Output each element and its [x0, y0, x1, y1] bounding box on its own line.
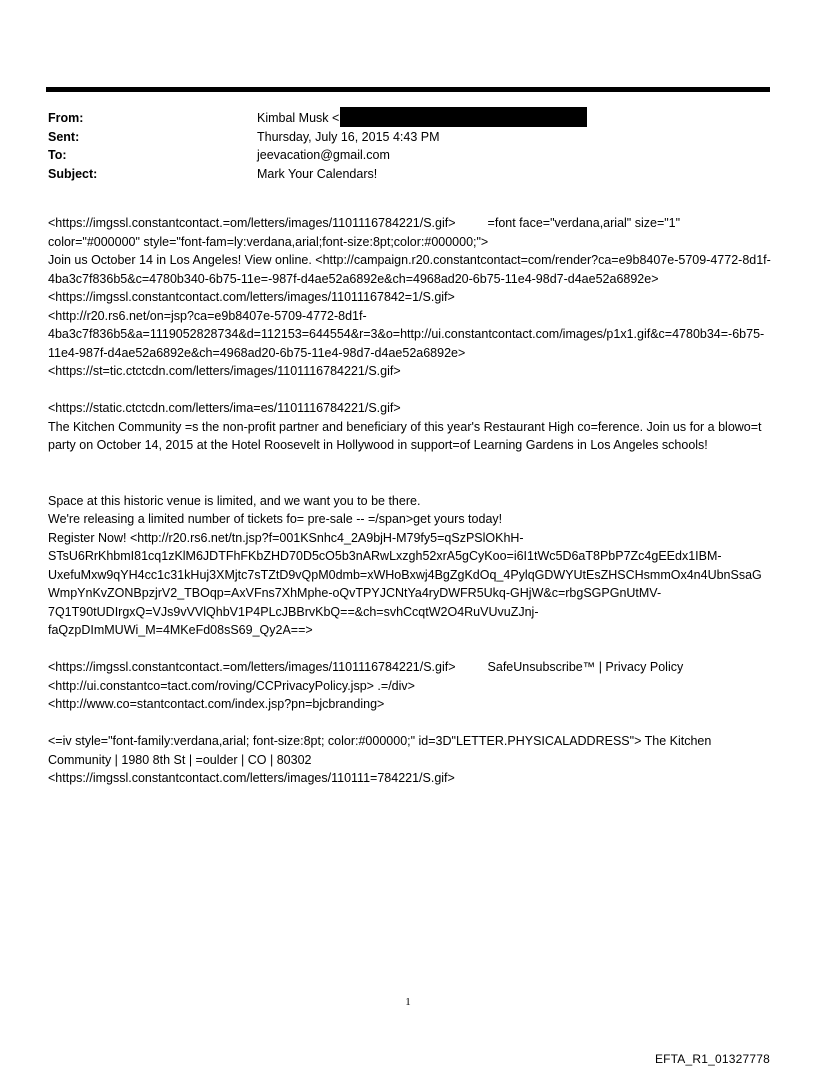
- body-line: <https://st=tic.ctctcdn.com/letters/images/1101116784221/S.gif>: [48, 364, 401, 378]
- register-link[interactable]: Register Now! <http://r20.rs6.net/tn.jsp?f=001KSnhc4_2A9bjH-M79fy5=qSzPSlOKhH-STsU6RrKhbmI81cq1zKlM6JDTFhFKbZHD70D5cO5b3nARwLxzgh52xrA5gCyKoo=i6I1tWc5D6aT8PbP7Zc4gEEdx1IBM-UxefuMxw9qYH4cc1c31kHuj3XMjtc7sTZtD9vQpM0dmb=xWHoBxwj4BgZgKdOq_4PylqGDWYUtEsZHSCHsmmOx4n4UbnSsaGWmpYnKvZONBpzjrV2_TBOqp=AxVFns7XhMphe-oQvTPYJCNtYa4ryDWFR5Ukq-GHjW&c=rbgSGPGnUtMV-7Q1T90tUDIrgxQ=VJs9vVVlQhbV1P4PLcJBBrvKbQ==&ch=svhCcqtW2O4RuVUvuZJnj-faQzpDImMUWi_M=4MKeFd08sS69_Qy2A==>: [48, 530, 762, 637]
- from-label: From:: [48, 111, 84, 125]
- body-line: <https://static.ctctcdn.com/letters/ima=es/1101116784221/S.gif>: [48, 401, 401, 415]
- privacy-link[interactable]: <http://ui.constantco=tact.com/roving/CCPrivacyPolicy.jsp> .=/div>: [48, 678, 415, 693]
- body-line: <https://imgssl.constantcontact.com/letters/images/110111=784221/S.gif>: [48, 771, 455, 785]
- body-paragraph: The Kitchen Community =s the non-profit partner and beneficiary of this year's Restaurant High co=ference. Join us for a blowo=t party on October 14, 2015 at the Hotel Roosevelt in Hollywood in support=of Learning Gardens in Los Angeles schools!: [48, 419, 762, 452]
- top-rule: [46, 87, 770, 92]
- subject-value: Mark Your Calendars!: [257, 166, 378, 181]
- image-link: <https://imgssl.constantcontact.=om/letters/images/1101116784221/S.gif>: [48, 216, 456, 230]
- page-number: 1: [405, 996, 411, 1008]
- branding-link[interactable]: <http://www.co=stantcontact.com/index.jsp?pn=bjcbranding>: [48, 697, 385, 711]
- to-value: jeevacation@gmail.com: [257, 148, 390, 162]
- image-link: <https://imgssl.constantcontact.=om/letters/images/1101116784221/S.gif>: [48, 660, 456, 674]
- sent-label: Sent:: [48, 129, 80, 144]
- body-line: [48, 658, 772, 677]
- sent-row: [48, 128, 748, 147]
- email-header: [48, 109, 748, 183]
- body-text: =font face="verdana,arial" size="1" color="#000000" style="font-fam=ly:verdana,arial;font-size:8pt;color:#000000;">: [48, 216, 681, 249]
- to-label: To:: [48, 148, 67, 162]
- address-line: <=iv style="font-family:verdana,arial; font-size:8pt; color:#000000;" id=3D"LETTER.PHYSICALADDRESS"> The Kitchen Community | 1980 8th St | =oulder | CO | 80302: [48, 734, 712, 767]
- email-body: [48, 214, 772, 788]
- body-line: Space at this historic venue is limited, and we want you to be there.: [48, 493, 421, 508]
- redaction-block: [340, 107, 587, 127]
- body-line: [48, 214, 772, 251]
- subject-row: [48, 165, 748, 184]
- subject-label: Subject:: [48, 166, 98, 181]
- from-row: [48, 109, 748, 128]
- from-value: [257, 109, 748, 128]
- body-line: Join us October 14 in Los Angeles! View online. <http://campaign.r20.constantcontact=com/render?ca=e9b8407e-5709-4772-8d1f-4ba3c7f836b5&c=4780b340-6b75-11e=-987f-d4ae52a6892e&ch=4968ad20-6b75-11e4-98d7-d4ae52a6892e>: [48, 253, 771, 286]
- body-line: <https://imgssl.constantcontact.com/letters/images/11011167842=1/S.gif>: [48, 290, 455, 304]
- to-row: [48, 146, 748, 165]
- from-name: Kimbal Musk <: [257, 111, 340, 125]
- sent-value: Thursday, July 16, 2015 4:43 PM: [257, 129, 440, 144]
- body-line: <http://r20.rs6.net/on=jsp?ca=e9b8407e-5709-4772-8d1f-4ba3c7f836b5&a=1119052828734&d=112153=644554&r=3&o=http://ui.constantcontact.com/images/p1x1.gif&c=4780b34=-6b75-11e4-987f-d4ae52a6892e&ch=4968ad20-6b75-11e4-98d7-d4ae52a6892e>: [48, 308, 765, 360]
- body-line: We're releasing a limited number of tickets fo= pre-sale -- =/span>get yours today!: [48, 512, 503, 526]
- document-id: EFTA_R1_01327778: [654, 1052, 770, 1066]
- unsubscribe-privacy-text[interactable]: SafeUnsubscribe™ | Privacy Policy: [487, 660, 684, 674]
